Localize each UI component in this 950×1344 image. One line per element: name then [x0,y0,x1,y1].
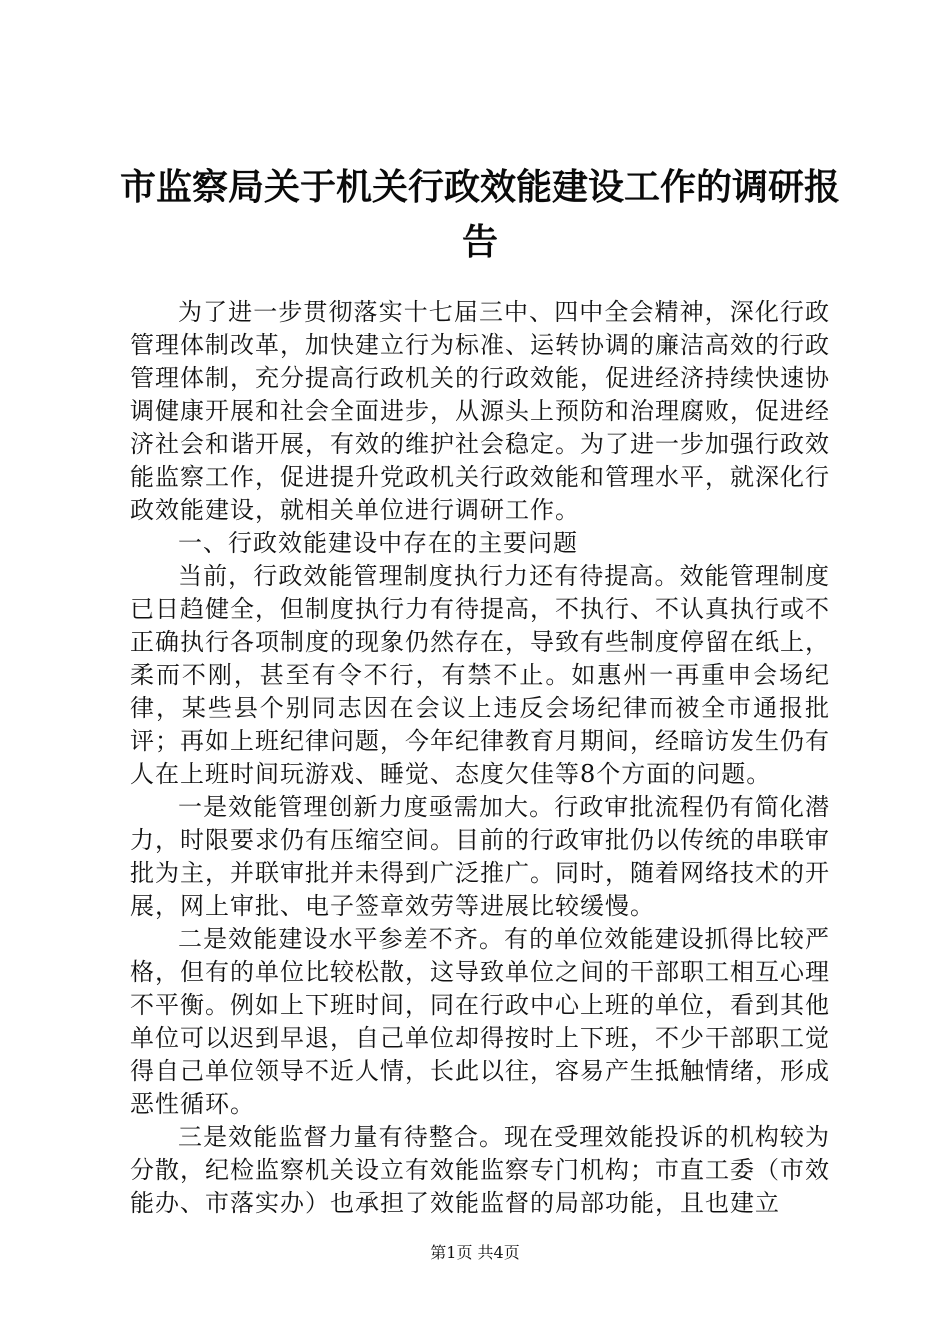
page-number-footer: 第1页 共4页 [430,1243,520,1262]
body-paragraph: 三是效能监督力量有待整合。现在受理效能投诉的机构较为分散，纪检监察机关设立有效能监察专门机构；市直工委（市效能办、市落实办）也承担了效能监督的局部功能，且也建立 [130,1123,830,1217]
document-title: 市监察局关于机关行政效能建设工作的调研报告 [120,166,841,263]
section-heading: 一、行政效能建设中存在的主要问题 [178,529,578,557]
body-paragraph: 一是效能管理创新力度亟需加大。行政审批流程仍有简化潜力，时限要求仍有压缩空间。目前的行政审批仍以传统的串联审批为主，并联审批并未得到广泛推广。同时，随着网络技术的开展，网上审批、电子签章效劳等进展比较缓慢。 [130,793,830,920]
body-paragraph: 当前，行政效能管理制度执行力还有待提高。效能管理制度已日趋健全，但制度执行力有待提高，不执行、不认真执行或不正确执行各项制度的现象仍然存在，导致有些制度停留在纸上，柔而不刚，甚至有令不行，有禁不止。如惠州一再重申会场纪律，某些县个别同志因在会议上违反会场纪律而被全市通报批评；再如上班纪律问题，今年纪律教育月期间，经暗访发生仍有人在上班时间玩游戏、睡觉、态度欠佳等8个方面的问题。 [130,562,830,788]
document-body [130,296,830,1220]
intro-paragraph: 为了进一步贯彻落实十七届三中、四中全会精神，深化行政管理体制改革，加快建立行为标准、运转协调的廉洁高效的行政管理体制，充分提高行政机关的行政效能，促进经济持续快速协调健康开展和社会全面进步，从源头上预防和治理腐败，促进经济社会和谐开展，有效的维护社会稳定。为了进一步加强行政效能监察工作，促进提升党政机关行政效能和管理水平，就深化行政效能建设，就相关单位进行调研工作。 [130,298,830,524]
body-paragraph: 二是效能建设水平参差不齐。有的单位效能建设抓得比较严格，但有的单位比较松散，这导致单位之间的干部职工相互心理不平衡。例如上下班时间，同在行政中心上班的单位，看到其他单位可以迟到早退，自己单位却得按时上下班，不少干部职工觉得自己单位领导不近人情，长此以往，容易产生抵触情绪，形成恶性循环。 [130,925,830,1118]
